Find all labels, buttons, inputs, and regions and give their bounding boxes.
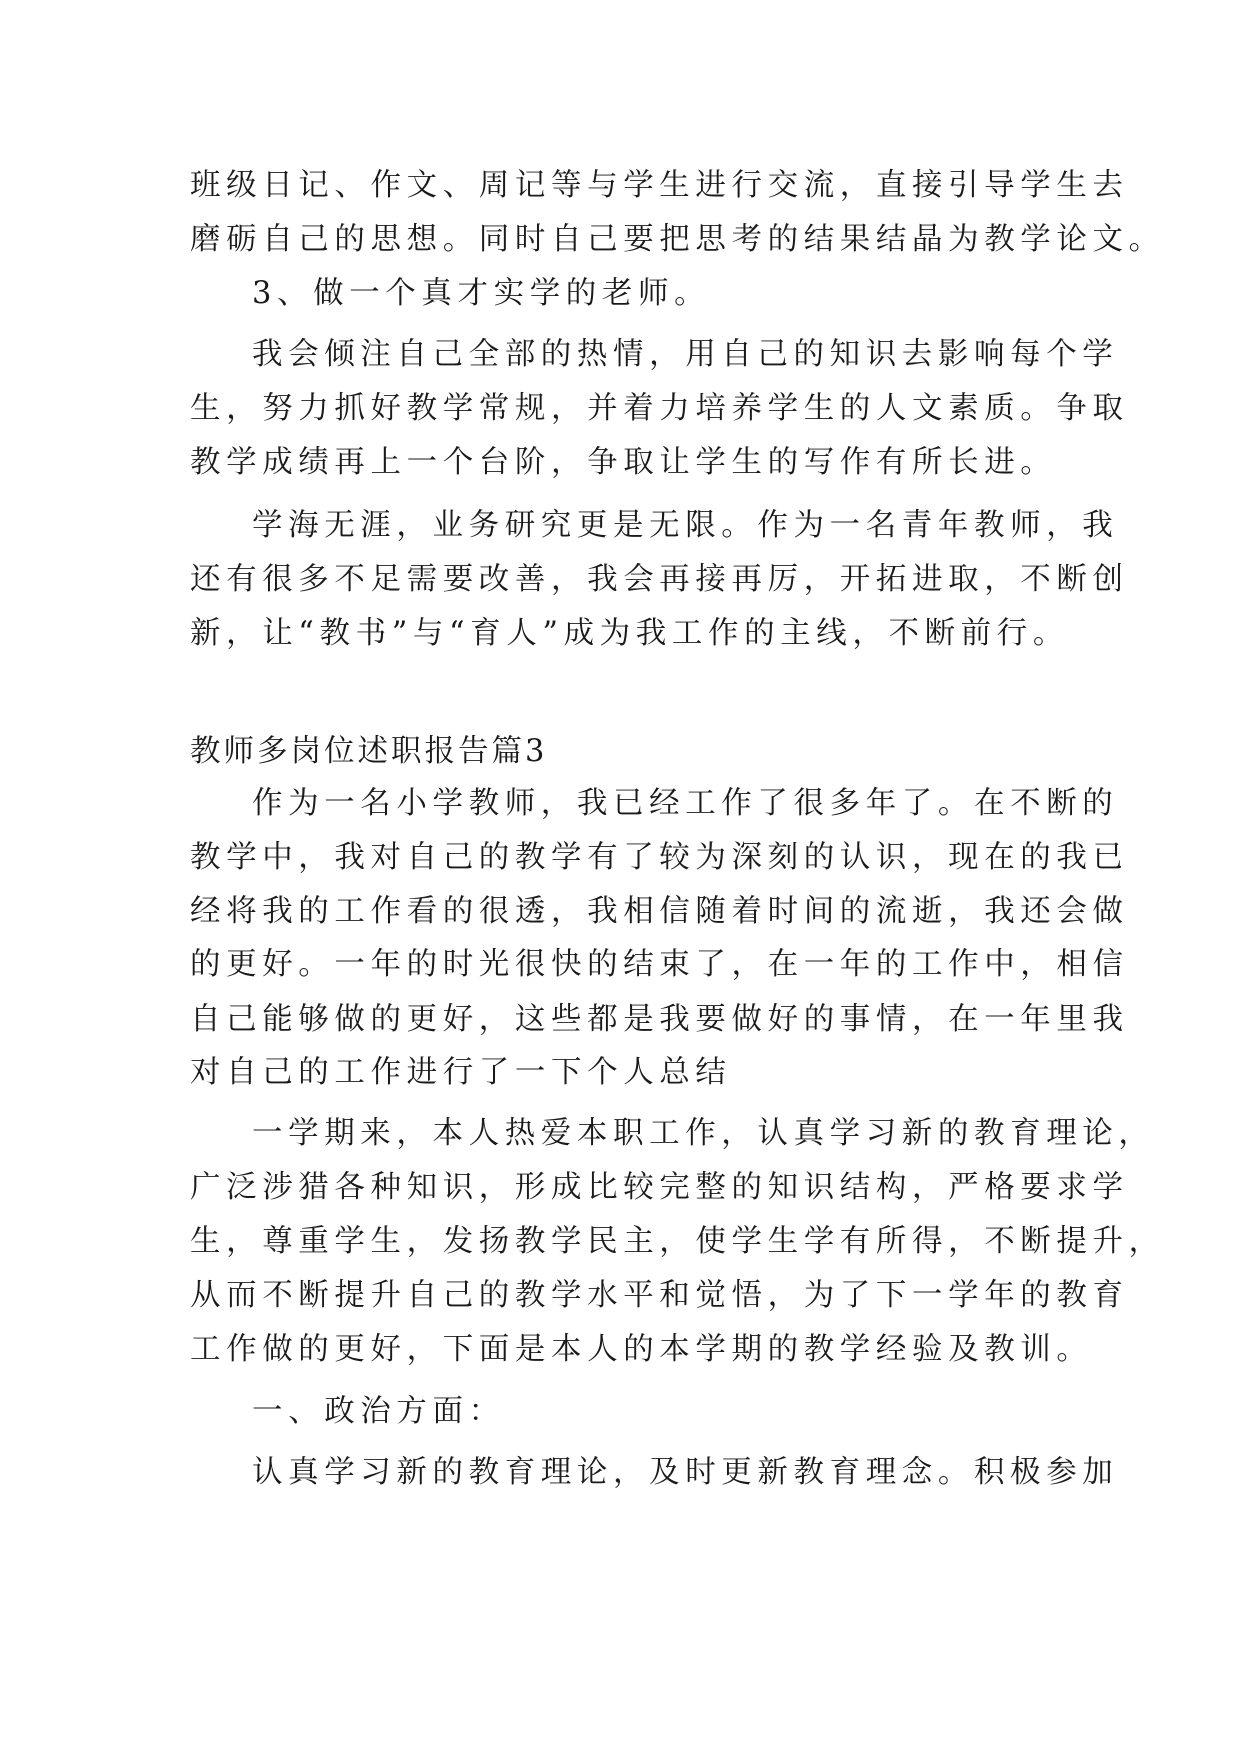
text-line: 对自己的工作进行了一下个人总结 [190,1055,732,1090]
text-line: 经将我的工作看的很透，我相信随着时间的流逝，我还会做 [190,894,1129,929]
section-heading: 教师多岗位述职报告篇3 [190,734,548,769]
text-line: 教学成绩再上一个台阶，争取让学生的写作有所长进。 [190,445,1057,480]
text-line: 的更好。一年的时光很快的结束了，在一年的工作中，相信 [190,947,1129,982]
text-line: 一学期来，本人热爱本职工作，认真学习新的教育理论， [252,1116,1155,1151]
list-item-3: 3、做一个真才实学的老师。 [252,276,711,311]
text-line: 班级日记、作文、周记等与学生进行交流，直接引导学生去 [190,168,1129,203]
text-line: 还有很多不足需要改善，我会再接再厉，开拓进取，不断创 [190,562,1129,597]
text-line: 生，尊重学生，发扬教学民主，使学生学有所得，不断提升， [190,1224,1165,1259]
text-line: 作为一名小学教师，我已经工作了很多年了。在不断的 [252,786,1119,821]
text-line: 磨砺自己的思想。同时自己要把思考的结果结晶为教学论文。 [190,222,1165,257]
text-line: 从而不断提升自己的教学水平和觉悟，为了下一学年的教育 [190,1278,1129,1313]
text-line: 教学中，我对自己的教学有了较为深刻的认识，现在的我已 [190,840,1129,875]
text-line: 工作做的更好，下面是本人的本学期的教学经验及教训。 [190,1332,1093,1367]
text-line: 新，让“教书”与“育人”成为我工作的主线，不断前行。 [190,616,1069,651]
text-line: 学海无涯，业务研究更是无限。作为一名青年教师，我 [252,508,1119,543]
text-line: 我会倾注自己全部的热情，用自己的知识去影响每个学 [252,337,1119,372]
text-line: 广泛涉猎各种知识，形成比较完整的知识结构，严格要求学 [190,1170,1129,1205]
text-line: 认真学习新的教育理论，及时更新教育理念。积极参加 [252,1455,1119,1490]
text-line: 生，努力抓好教学常规，并着力培养学生的人文素质。争取 [190,391,1129,426]
list-item-politics: 一、政治方面： [252,1394,505,1429]
text-line: 自己能够做的更好，这些都是我要做好的事情，在一年里我 [190,1002,1129,1037]
